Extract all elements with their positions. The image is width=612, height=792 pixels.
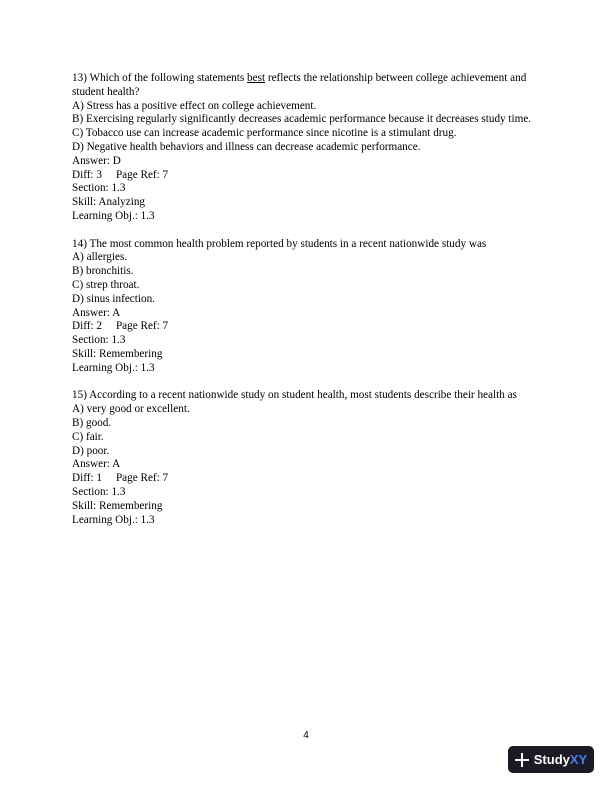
diff-page-ref: Diff: 3 Page Ref: 7 — [72, 168, 169, 181]
diff-page-ref: Diff: 1 Page Ref: 7 — [72, 472, 169, 485]
option-c: C) Tobacco use can increase academic performance since nicotine is a stimulant drug. — [72, 127, 457, 140]
learning-objective: Learning Obj.: 1.3 — [72, 361, 155, 374]
question-stem: 13) Which of the following statements best reflects the relationship between college achievement and student health? — [72, 72, 527, 98]
page-number: 4 — [303, 730, 309, 741]
brand-name: StudyXY — [533, 752, 588, 767]
skill: Skill: Remembering — [72, 499, 163, 512]
option-a: A) very good or excellent. — [72, 403, 190, 416]
option-d: D) sinus infection. — [72, 292, 155, 305]
option-c: C) fair. — [72, 430, 104, 443]
skill: Skill: Remembering — [72, 347, 163, 360]
question-stem: 14) The most common health problem reported by students in a recent nationwide study was — [72, 237, 487, 250]
question-15 — [72, 389, 542, 527]
option-c: C) strep throat. — [72, 278, 140, 291]
option-b: B) bronchitis. — [72, 265, 134, 278]
skill: Skill: Analyzing — [72, 196, 146, 209]
option-a: A) allergies. — [72, 251, 128, 264]
diff-page-ref: Diff: 2 Page Ref: 7 — [72, 320, 169, 333]
question-14 — [72, 238, 542, 376]
section: Section: 1.3 — [72, 182, 126, 195]
answer: Answer: A — [72, 458, 121, 471]
document-body — [72, 72, 542, 541]
option-b: B) Exercising regularly significantly decreases academic performance because it decreases study time. — [72, 113, 532, 126]
answer: Answer: D — [72, 154, 121, 167]
learning-objective: Learning Obj.: 1.3 — [72, 209, 155, 222]
learning-objective: Learning Obj.: 1.3 — [72, 513, 155, 526]
studyxy-badge[interactable] — [508, 746, 594, 773]
section: Section: 1.3 — [72, 485, 126, 498]
option-a: A) Stress has a positive effect on college achievement. — [72, 99, 317, 112]
question-13 — [72, 72, 542, 224]
emphasis-best: best — [247, 72, 266, 84]
option-d: D) Negative health behaviors and illness can decrease academic performance. — [72, 140, 421, 153]
plus-icon — [515, 753, 529, 767]
section: Section: 1.3 — [72, 334, 126, 347]
option-d: D) poor. — [72, 444, 110, 457]
option-b: B) good. — [72, 416, 112, 429]
question-stem: 15) According to a recent nationwide study on student health, most students describe their health as — [72, 389, 517, 402]
answer: Answer: A — [72, 306, 121, 319]
